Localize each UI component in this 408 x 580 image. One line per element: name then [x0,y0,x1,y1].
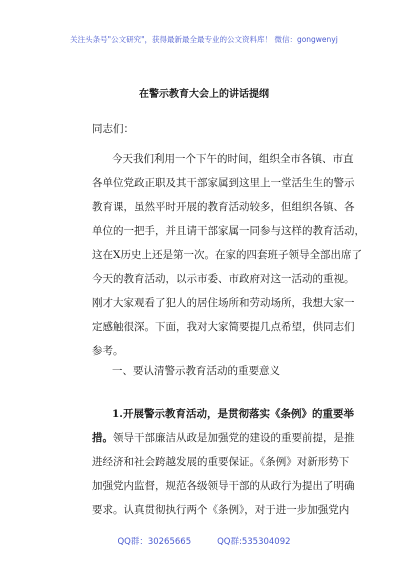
paragraph-2-line: 进经济和社会跨越发展的重要保证。《条例》对新形势下 [92,456,350,468]
paragraph-2-line [92,431,355,445]
paragraph-1-line: 各单位党政正职及其干部家属到这里上一堂活生生的警示 [92,177,355,189]
section-heading: 一、要认清警示教育活动的重要意义 [112,365,280,377]
paragraph-2-bold-line: 1.开展警示教育活动，是贯彻落实《条例》的重要举 [112,408,354,420]
paragraph-1-line: 今天我们利用一个下午的时间，组织全市各镇、市直 [112,153,354,165]
paragraph-1-line: 参考。 [92,345,124,357]
salutation: 同志们： [92,123,134,135]
paragraph-1-line: 今天的教育活动，以示市委、市政府对这一活动的重视。 [92,273,355,285]
paragraph-2-text-fragment: 领导干部廉洁从政是加强党的建设的重要前提，是推 [113,432,355,444]
header-note: 关注头条号"公文研究"，获得最新最全最专业的公文资料库！ 微信：gongwenyj [70,35,338,44]
paragraph-1-line: 教育课，虽然平时开展的教育活动较多，但组织各镇、各 [92,201,355,213]
paragraph-1-line: 这在X历史上还是第一次。在家的四套班子领导全部出席了 [92,249,362,261]
paragraph-1-line: 刚才大家观看了犯人的居住场所和劳动场所，我想大家一 [92,297,355,309]
paragraph-2-line: 要求。认真贯彻执行两个《条例》，对于进一步加强党内 [92,504,350,516]
paragraph-2-bold-fragment: 措。 [92,432,113,444]
footer-qq-group-2: QQ群:535304092 [217,537,291,547]
document-title: 在警示教育大会上的讲话提纲 [139,89,269,100]
footer [0,535,408,547]
paragraph-1-line: 单位的一把手，并且请干部家属一同参与这样的教育活动， [92,225,365,237]
paragraph-1-line: 定感触很深。下面，我对大家简要提几点希望，供同志们 [92,321,355,333]
paragraph-2-line: 加强党内监督，规范各级领导干部的从政行为提出了明确 [92,480,355,492]
footer-qq-group-1: QQ群：30265665 [117,537,192,547]
